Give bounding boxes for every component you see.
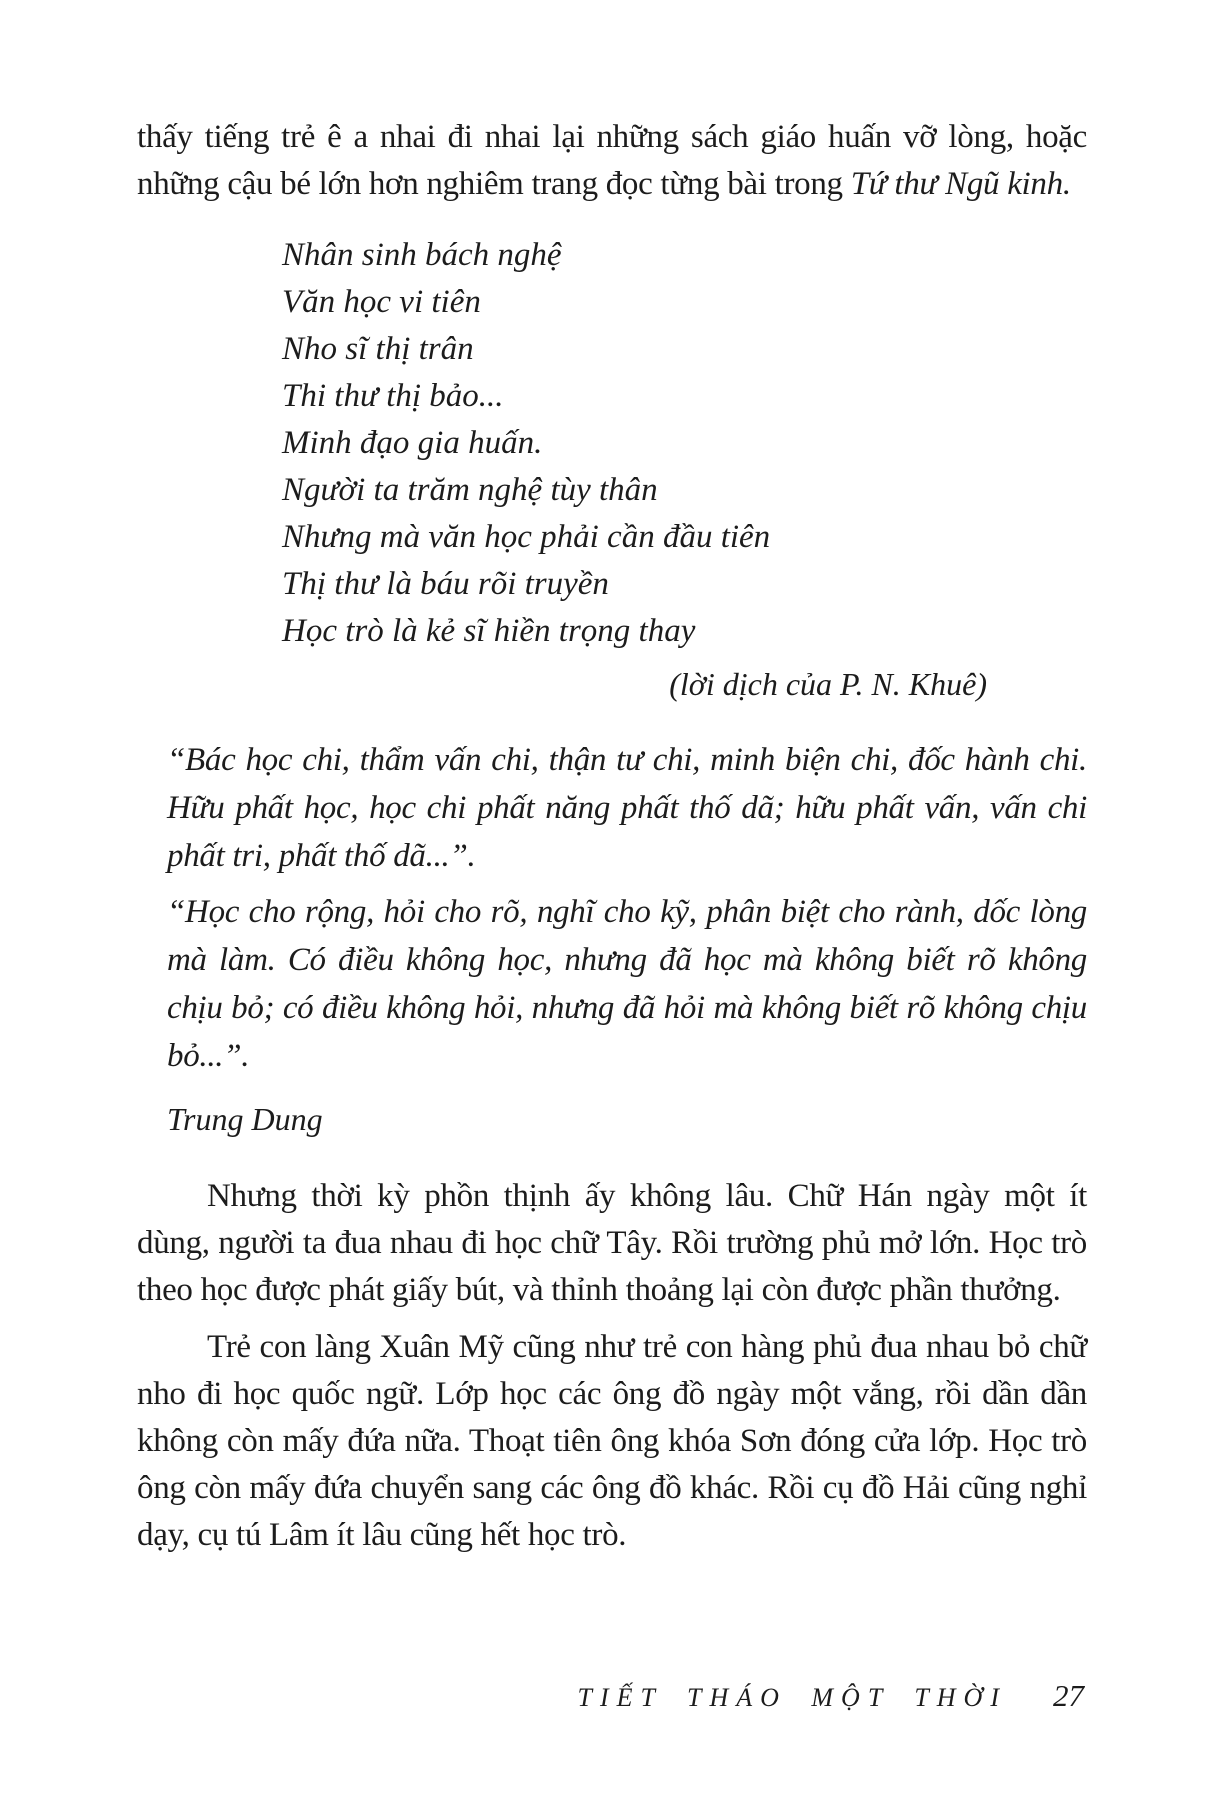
quote-source: Trung Dung <box>167 1101 323 1137</box>
page-number: 27 <box>1053 1678 1084 1713</box>
body-paragraph: Nhưng thời kỳ phồn thịnh ấy không lâu. Chữ Hán ngày một ít dùng, người ta đua nhau đi học chữ Tây. Rồi trường phủ mở lớn. Học trò theo học được phát giấy bút, và thỉnh thoảng lại còn được phần thưởng. <box>137 1178 1087 1308</box>
poem-line: Nhân sinh bách nghệ <box>282 237 562 273</box>
poem-line: Nhưng mà văn học phải cần đầu tiên <box>282 519 771 555</box>
poem-line: Thi thư thị bảo... <box>282 378 504 414</box>
page-footer <box>578 1678 1084 1714</box>
poem-line: Nho sĩ thị trân <box>282 331 474 367</box>
quote-paragraph: “Học cho rộng, hỏi cho rõ, nghĩ cho kỹ, phân biệt cho rành, dốc lòng mà làm. Có điều không học, nhưng đã học mà không biết rõ không chịu bỏ; có điều không hỏi, nhưng đã hỏi mà không biết rõ không chịu bỏ...”. <box>167 894 1087 1074</box>
running-title: TIẾT THÁO MỘT THỜI <box>577 1683 1007 1712</box>
poem-block <box>282 232 1087 655</box>
book-title-reference: Tứ thư Ngũ kinh. <box>850 166 1071 202</box>
poem-line: Minh đạo gia huấn. <box>282 425 543 461</box>
poem-line: Thị thư là báu rõi truyền <box>282 566 609 602</box>
lead-paragraph-text: thấy tiếng trẻ ê a nhai đi nhai lại những sách giáo huấn vỡ lòng, hoặc những cậu bé lớn hơn nghiêm trang đọc từng bài trong <box>137 119 1087 202</box>
poem-line: Học trò là kẻ sĩ hiền trọng thay <box>282 613 696 649</box>
poem-line: Văn học vi tiên <box>282 284 481 320</box>
poem-line: Người ta trăm nghệ tùy thân <box>282 472 658 508</box>
lead-paragraph <box>137 114 1087 208</box>
page-content <box>137 114 1087 1559</box>
poem-translation-attribution: (lời dịch của P. N. Khuê) <box>669 666 987 702</box>
quote-paragraph: “Bác học chi, thẩm vấn chi, thận tư chi, minh biện chi, đốc hành chi. Hữu phất học, học chi phất năng phất thố dã; hữu phất vấn, vấn chi phất tri, phất thố dã...”. <box>167 742 1087 874</box>
body-paragraph: Trẻ con làng Xuân Mỹ cũng như trẻ con hàng phủ đua nhau bỏ chữ nho đi học quốc ngữ. Lớp học các ông đồ ngày một vắng, rồi dần dần không còn mấy đứa nữa. Thoạt tiên ông khóa Sơn đóng cửa lớp. Học trò ông còn mấy đứa chuyển sang các ông đồ khác. Rồi cụ đồ Hải cũng nghỉ dạy, cụ tú Lâm ít lâu cũng hết học trò. <box>137 1329 1087 1553</box>
